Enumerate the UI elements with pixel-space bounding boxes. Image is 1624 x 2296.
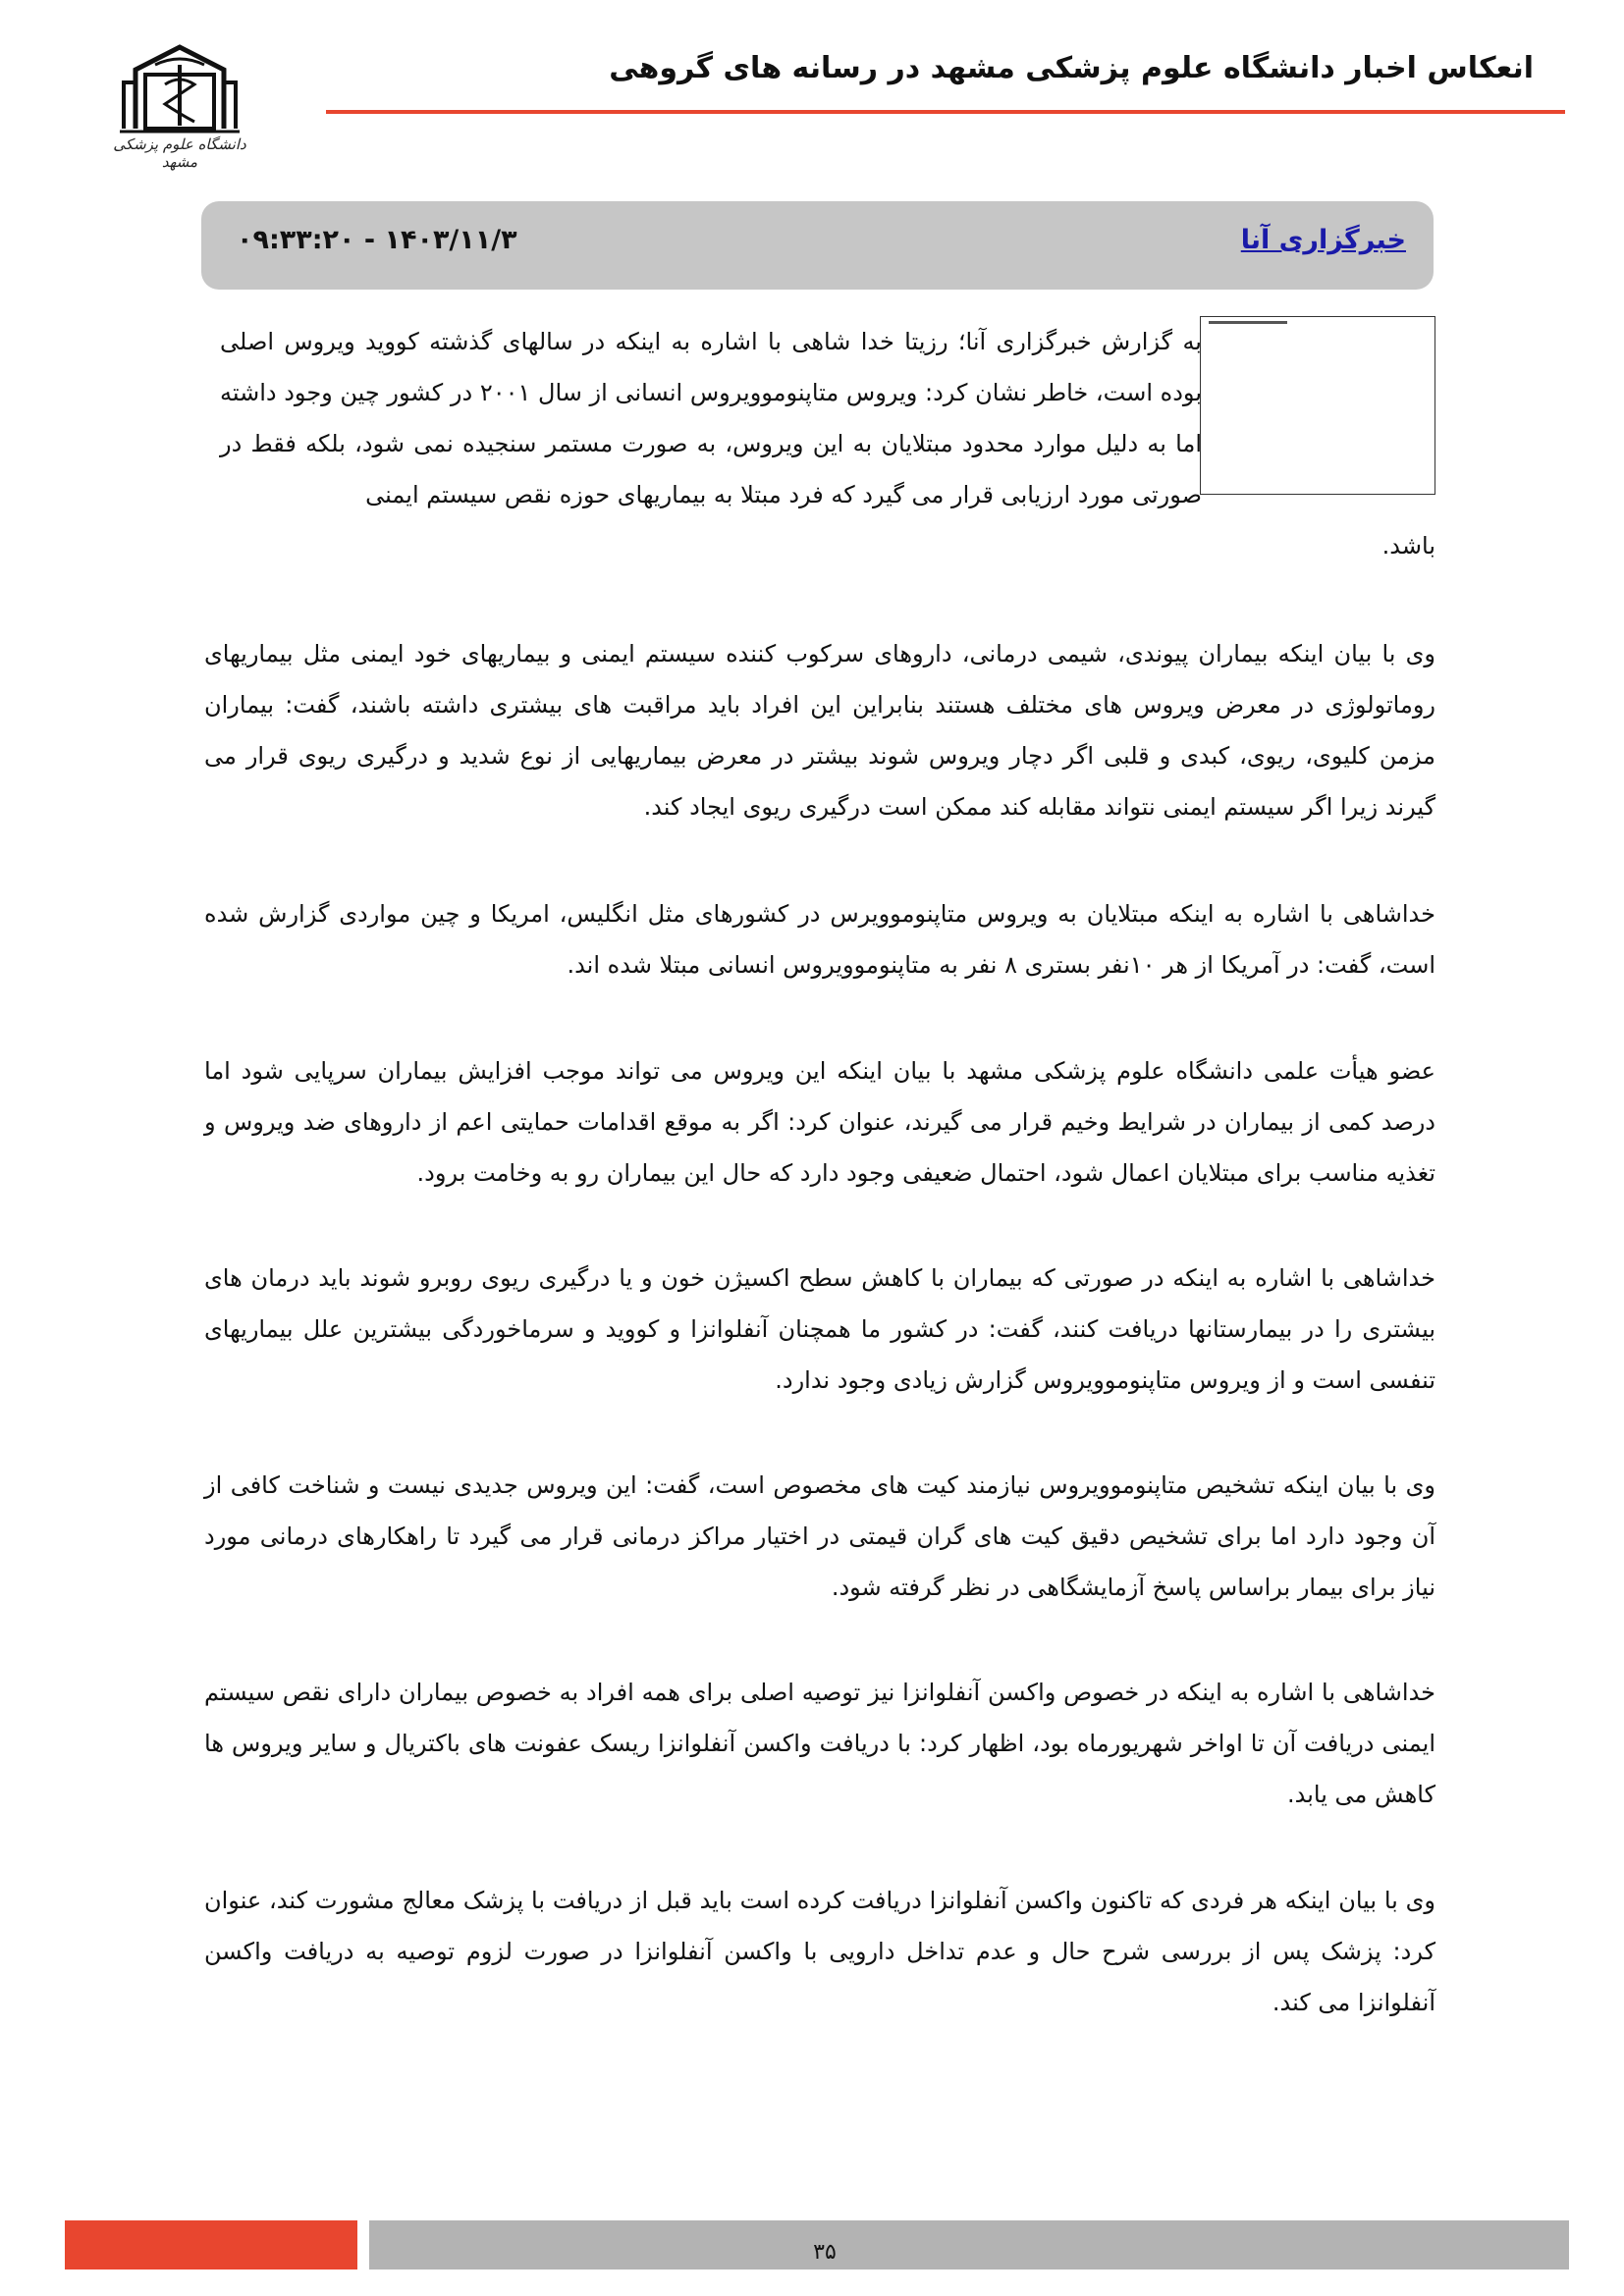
source-bar xyxy=(201,201,1434,290)
article-paragraph-2: وی با بیان اینکه بیماران پیوندی، شیمی درمانی، داروهای سرکوب کننده سیستم ایمنی و بیماریهای خود ایمنی مثل بیماریهای روماتولوژی در معرض ویروس های مختلف هستند بنابراین این افراد باید مراقبت های بیشتری داشته باشند، گفت: بیماران مزمن کلیوی، ریوی، کبدی و قلبی اگر دچار ویروس شوند بیشتر در معرض بیماریهایی از نوع شدید و درگیری ریوی قرار می گیرند زیرا اگر سیستم ایمنی نتواند مقابله کند ممکن است درگیری ریوی ایجاد کند. xyxy=(204,640,1435,821)
article-image-placeholder xyxy=(1200,316,1435,495)
article-paragraph-5: خداشاهی با اشاره به اینکه در صورتی که بیماران با کاهش سطح اکسیژن خون و یا درگیری ریوی روبرو شوند باید درمان های بیشتری را در بیمارستانها دریافت کنند، گفت: در کشور ما همچنان آنفلوانزا و کووید و سرماخوردگی بیشترین علل بیماریهای تنفسی است و از ویروس متاپنوموویروس گزارش زیادی وجود ندارد. xyxy=(204,1264,1435,1394)
page-title: انعکاس اخبار دانشگاه علوم پزشکی مشهد در رسانه های گروهی xyxy=(609,51,1534,85)
page-number: ۳۵ xyxy=(813,2240,837,2265)
source-link[interactable]: خبرگزاری آنا xyxy=(1240,225,1406,255)
footer-bar xyxy=(369,2220,1569,2269)
header-divider xyxy=(326,110,1565,114)
article-paragraph-3: خداشاهی با اشاره به اینکه مبتلایان به ویروس متاپنوموویرس در کشورهای مثل انگلیس، امریکا و چین مواردی گزارش شده است، گفت: در آمریکا از هر ۱۰نفر بستری ۸ نفر به متاپنوموویروس انسانی مبتلا شده اند. xyxy=(204,900,1435,979)
article-paragraph-4: عضو هیأت علمی دانشگاه علوم پزشکی مشهد با بیان اینکه این ویروس می تواند موجب افزایش بیماران سرپایی شود اما درصد کمی از بیماران در شرایط وخیم قرار می گیرند، عنوان کرد: اگر به موقع اقدامات حمایتی اعم از داروهای ضد ویروس و تغذیه مناسب برای مبتلایان اعمال شود، احتمال ضعیفی وجود دارد که حال این بیماران رو به وخامت برود. xyxy=(204,1057,1435,1187)
article-paragraph-1: به گزارش خبرگزاری آنا؛ رزیتا خدا شاهی با اشاره به اینکه در سالهای گذشته کووید ویروس اصلی بوده است، خاطر نشان کرد: ویروس متاپنوموویروس انسانی از سال ۲۰۰۱ در کشور چین وجود داشته اما به دلیل موارد محدود مبتلایان به این ویروس، به صورت مستمر سنجیده نمی شود، بلکه فقط در صورتی مورد ارزیابی قرار می گیرد که فرد مبتلا به بیماریهای حوزه نقص سیستم ایمنی xyxy=(220,328,1202,508)
article-paragraph-6: وی با بیان اینکه تشخیص متاپنوموویروس نیازمند کیت های مخصوص است، گفت: این ویروس جدیدی نیست و شناخت کافی از آن وجود دارد اما برای تشخیص دقیق کیت های گران قیمتی در اختیار مراکز درمانی قرار می گیرد تا راهکارهای درمانی مورد نیاز برای بیمار براساس پاسخ آزمایشگاهی در نظر گرفته شود. xyxy=(204,1471,1435,1601)
article-paragraph-1-tail: باشد. xyxy=(1381,532,1435,560)
image-caption-line xyxy=(1209,321,1287,324)
university-logo-emblem xyxy=(116,35,244,143)
source-datetime: ۱۴۰۳/۱۱/۳ - ۰۹:۳۳:۲۰ xyxy=(237,225,517,255)
logo-caption: دانشگاه علوم پزشکی مشهد xyxy=(113,135,246,171)
footer-accent-bar xyxy=(65,2220,357,2269)
article-paragraph-8: وی با بیان اینکه هر فردی که تاکنون واکسن آنفلوانزا دریافت کرده است باید قبل از دریافت با پزشک معالج مشورت کند، عنوان کرد: پزشک پس از بررسی شرح حال و عدم تداخل دارویی با واکسن آنفلوانزا در صورت لزوم توصیه به دریافت واکسن آنفلوانزا می کند. xyxy=(204,1887,1435,2016)
article-paragraph-7: خداشاهی با اشاره به اینکه در خصوص واکسن آنفلوانزا نیز توصیه اصلی برای همه افراد به خصوص بیماران دارای نقص سیستم ایمنی دریافت آن تا اواخر شهریورماه بود، اظهار کرد: با دریافت واکسن آنفلوانزا ریسک عفونت های باکتریال و سایر ویروس ها کاهش می یابد. xyxy=(204,1679,1435,1808)
